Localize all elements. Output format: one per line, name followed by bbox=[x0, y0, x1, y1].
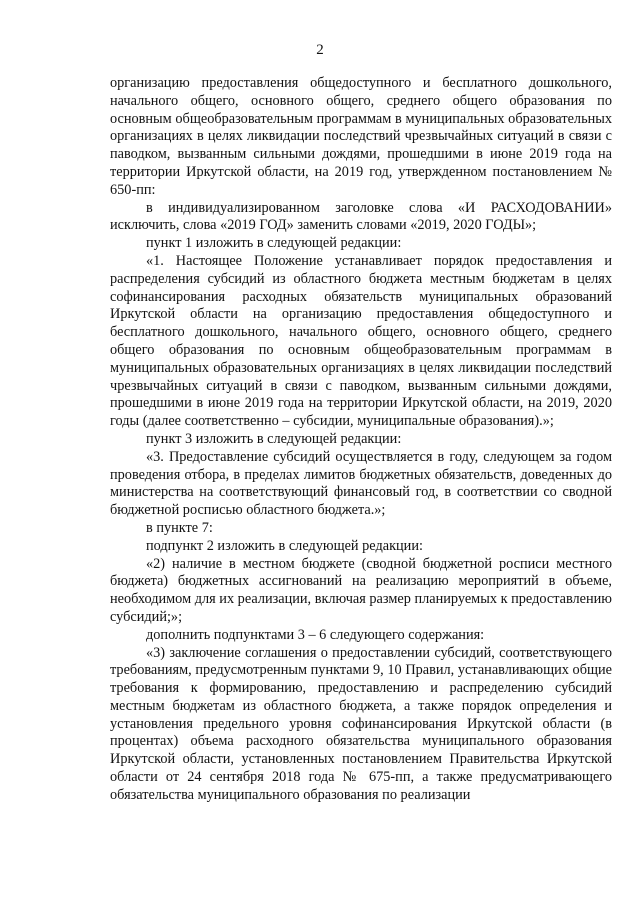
paragraph-subpoint-3-text: «3) заключение соглашения о предоставлении субсидий, соответствующего требованиям, предусмотренным пунктами 9, 10 Правил, устанавливающих общие требования к формированию, предоставлению и распределению субсидий местным бюджетам из областного бюджета, а также порядок определения и установления предельного уровня софинансирования Иркутской области (в процентах) объема расходного обязательства муниципального образования Иркутской области, установленных постановлением Правительства Иркутской области от 24 сентября 2018 года № 675-пп, а также предусматривающего обязательства муниципального образования по реализации bbox=[110, 644, 612, 803]
paragraph-point-3-text: «3. Предоставление субсидий осуществляется в году, следующем за годом проведения отбора, в пределах лимитов бюджетных обязательств, доведенных до министерства на соответствующий финансовый год, в соответствии со сводной бюджетной росписью областного бюджета.»; bbox=[110, 448, 612, 519]
paragraph-subpoint-2-text: «2) наличие в местном бюджете (сводной бюджетной росписи местного бюджета) бюджетных ассигнований на реализацию мероприятий в объеме, необходимом для их реализации, включая размер планируемых к предоставлению субсидий;»; bbox=[110, 555, 612, 625]
paragraph-point-1-text: «1. Настоящее Положение устанавливает порядок предоставления и распределения субсидий из областного бюджета местным бюджетам в целях софинансирования расходных обязательств муниципальных образований Иркутской области на организацию предоставления общедоступного и бесплатного дошкольного, начального общего, основного общего, среднего общего образования по основным общеобразовательным программам в муниципальных образовательных организациях в целях ликвидации последствий чрезвычайных ситуаций в связи с паводком, вызванным сильными дождями, прошедшими в июне 2019 года на территории Иркутской области, на 2019, 2020 годы (далее соответственно – субсидии, муниципальные образования).»; bbox=[110, 252, 612, 430]
page-number: 2 bbox=[316, 42, 324, 58]
paragraph-intro: организацию предоставления общедоступного и бесплатного дошкольного, начального общего, основного общего, среднего общего образования по основным общеобразовательным программам в муниципальных образовательных организациях в целях ликвидации последствий чрезвычайных ситуаций в связи с паводком, вызванным сильными дождями, прошедшими в июне 2019 года на территории Иркутской области, на 2019 год, утвержденном постановлением № 650-пп: bbox=[110, 75, 612, 198]
paragraph-point-7-heading: в пункте 7: bbox=[146, 519, 213, 536]
paragraph-point-1-heading: пункт 1 изложить в следующей редакции: bbox=[146, 235, 402, 252]
paragraph-point-3-heading: пункт 3 изложить в следующей редакции: bbox=[146, 430, 402, 447]
paragraph-title-change: в индивидуализированном заголовке слова «И РАСХОДОВАНИИ» исключить, слова «2019 ГОД» заменить словами «2019, 2020 ГОДЫ»; bbox=[110, 199, 612, 234]
paragraph-subpoint-2-heading: подпункт 2 изложить в следующей редакции: bbox=[146, 537, 423, 554]
document-body bbox=[110, 75, 612, 805]
paragraph-subpoints-3-6-heading: дополнить подпунктами 3 – 6 следующего содержания: bbox=[146, 626, 485, 643]
